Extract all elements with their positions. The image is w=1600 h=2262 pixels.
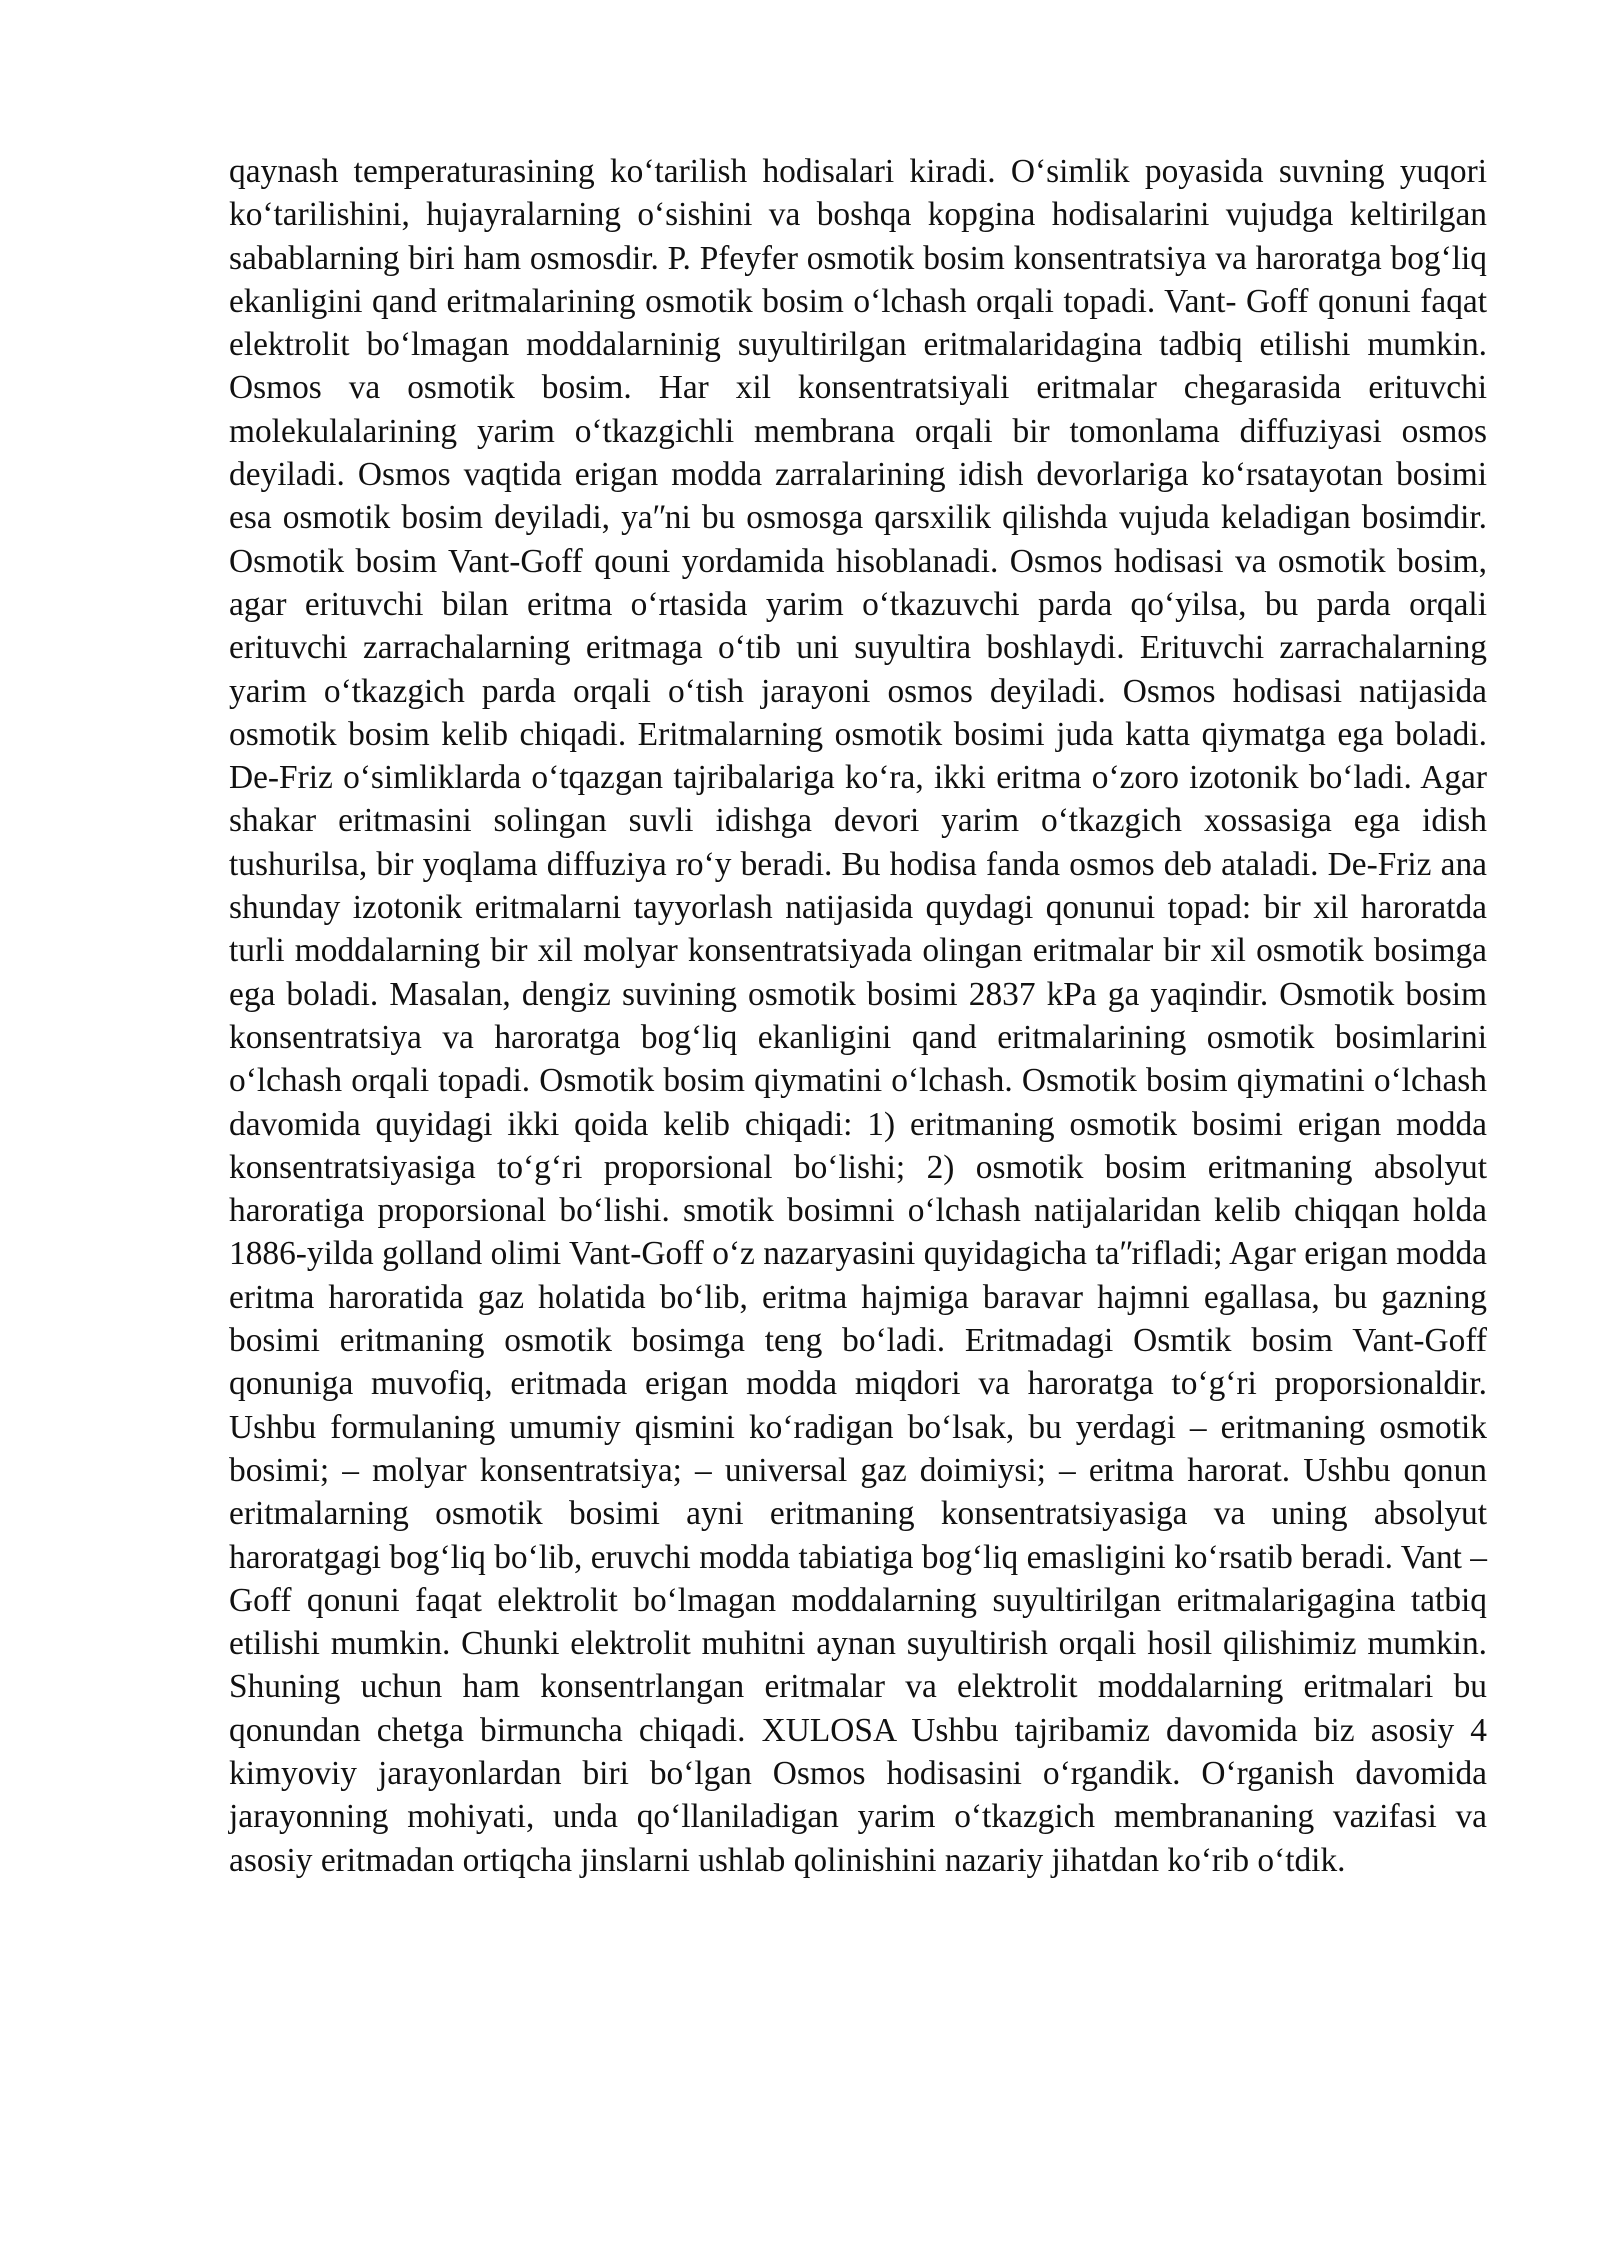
body-paragraph: qaynash temperaturasining koʻtarilish hodisalari kiradi. Oʻsimlik poyasida suvning yuqori koʻtarilishini, hujayralarning oʻsishini va boshqa kopgina hodisalarini vujudga keltirilgan sabablarning biri ham osmosdir. P. Pfeyfer osmotik bosim konsentratsiya va haroratga bogʻliq ekanligini qand eritmalarining osmotik bosim oʻlchash orqali topadi. Vant- Goff qonuni faqat elektrolit boʻlmagan moddalarninig suyultirilgan eritmalaridagina tadbiq etilishi mumkin. Osmos va osmotik bosim. Har xil konsentratsiyali eritmalar chegarasida erituvchi molekulalarining yarim oʻtkazgichli membrana orqali bir tomonlama diffuziyasi osmos deyiladi. Osmos vaqtida erigan modda zarralarining idish devorlariga koʻrsatayotan bosimi esa osmotik bosim deyiladi, yaʺni bu osmosga qarsxilik qilishda vujuda keladigan bosimdir. Osmotik bosim Vant-Goff qouni yordamida hisoblanadi. Osmos hodisasi va osmotik bosim, agar erituvchi bilan eritma oʻrtasida yarim oʻtkazuvchi parda qoʻyilsa, bu parda orqali erituvchi zarrachalarning eritmaga oʻtib uni suyultira boshlaydi. Erituvchi zarrachalarning yarim oʻtkazgich parda orqali oʻtish jarayoni osmos deyiladi. Osmos hodisasi natijasida osmotik bosim kelib chiqadi. Eritmalarning osmotik bosimi juda katta qiymatga ega boladi. De-Friz oʻsimliklarda oʻtqazgan tajribalariga koʻra, ikki eritma oʻzoro izotonik boʻladi. Agar shakar eritmasini solingan suvli idishga devori yarim oʻtkazgich xossasiga ega idish tushurilsa, bir yoqlama diffuziya roʻy beradi. Bu hodisa fanda osmos deb ataladi. De-Friz ana shunday izotonik eritmalarni tayyorlash natijasida quydagi qonunui topad: bir xil haroratda turli moddalarning bir xil molyar konsentratsiyada olingan eritmalar bir xil osmotik bosimga ega boladi. Masalan, dengiz suvining osmotik bosimi 2837 kPa ga yaqindir. Osmotik bosim konsentratsiya va haroratga bogʻliq ekanligini qand eritmalarining osmotik bosimlarini oʻlchash orqali topadi. Osmotik bosim qiymatini oʻlchash. Osmotik bosim qiymatini oʻlchash davomida quyidagi ikki qoida kelib chiqadi: 1) eritmaning osmotik bosimi erigan modda konsentratsiyasiga toʻgʻri proporsional boʻlishi; 2) osmotik bosim eritmaning absolyut haroratiga proporsional boʻlishi. smotik bosimni oʻlchash natijalaridan kelib chiqqan holda 1886-yilda golland olimi Vant-Goff oʻz nazaryasini quyidagicha taʺrifladi; Agar erigan modda eritma haroratida gaz holatida boʻlib, eritma hajmiga baravar hajmni egallasa, bu gazning bosimi eritmaning osmotik bosimga teng boʻladi. Eritmadagi Osmtik bosim Vant-Goff qonuniga muvofiq, eritmada erigan modda miqdori va haroratga toʻgʻri proporsionaldir. Ushbu formulaning umumiy qismini koʻradigan boʻlsak, bu yerdagi – eritmaning osmotik bosimi; – molyar konsentratsiya; – universal gaz doimiysi; – eritma harorat. Ushbu qonun eritmalarning osmotik bosimi ayni eritmaning konsentratsiyasiga va uning absolyut haroratgagi bogʻliq boʻlib, eruvchi modda tabiatiga bogʻliq emasligini koʻrsatib beradi. Vant – Goff qonuni faqat elektrolit boʻlmagan moddalarning suyultirilgan eritmalarigagina tatbiq etilishi mumkin. Chunki elektrolit muhitni aynan suyultirish orqali hosil qilishimiz mumkin. Shuning uchun ham konsentrlangan eritmalar va elektrolit moddalarning eritmalari bu qonundan chetga birmuncha chiqadi. XULOSA Ushbu tajribamiz davomida biz asosiy 4 kimyoviy jarayonlardan biri boʻlgan Osmos hodisasini oʻrgandik. Oʻrganish davomida jarayonning mohiyati, unda qoʻllaniladigan yarim oʻtkazgich membrananing vazifasi va asosiy eritmadan ortiqcha jinslarni ushlab qolinishini nazariy jihatdan koʻrib oʻtdik. <box>229 153 1487 1879</box>
